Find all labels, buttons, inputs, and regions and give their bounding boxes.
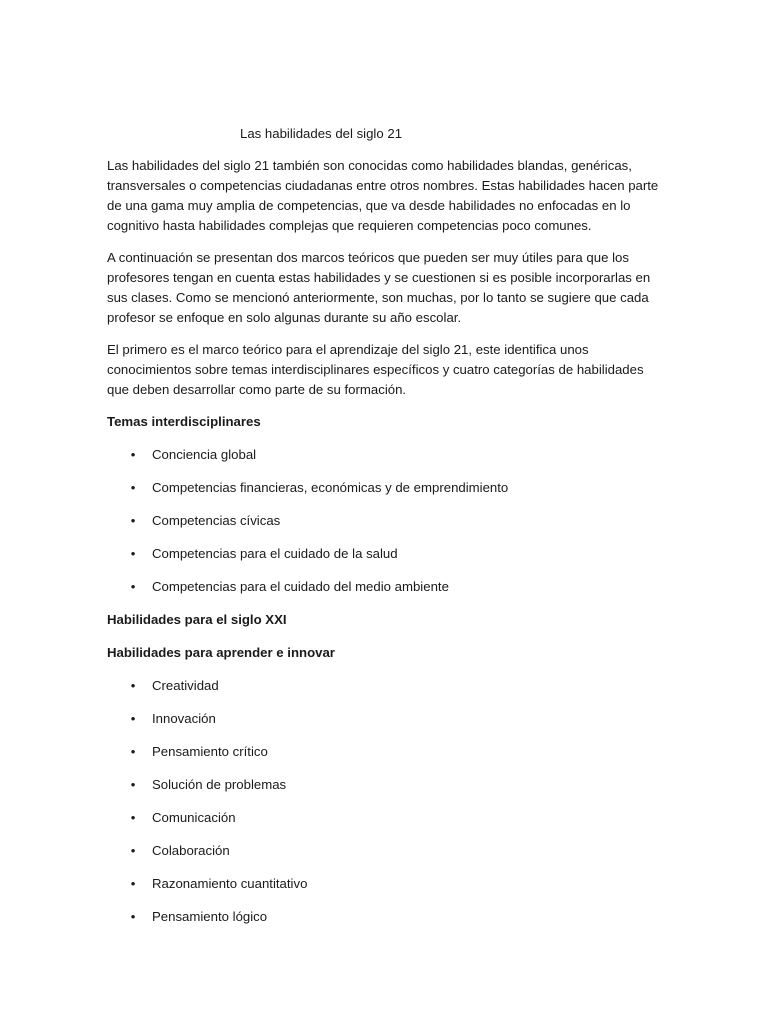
list-item-text: Solución de problemas: [152, 777, 287, 792]
heading-aprender-innovar: Habilidades para aprender e innovar: [107, 645, 335, 660]
document-body: [107, 124, 667, 940]
bullet-icon: •: [130, 744, 136, 759]
bullet-icon: •: [130, 546, 136, 561]
list-item: [107, 841, 667, 861]
list-item: [107, 445, 667, 465]
paragraph-frameworks: A continuación se presentan dos marcos teóricos que pueden ser muy útiles para que los profesores tengan en cuenta estas habilidades y se cuestionen si es posible incorporarlas en sus clases. Como se mencionó anteriormente, son muchas, por lo tanto se sugiere que cada profesor se enfoque en solo algunas durante su año escolar.: [107, 250, 651, 325]
document-title: Las habilidades del siglo 21: [240, 126, 403, 141]
bullet-icon: •: [130, 513, 136, 528]
heading-habilidades-siglo-xxi: Habilidades para el siglo XXI: [107, 612, 287, 627]
bullet-icon: •: [130, 843, 136, 858]
list-item-text: Competencias cívicas: [152, 513, 281, 528]
list-item-text: Comunicación: [152, 810, 236, 825]
list-item: [107, 676, 667, 696]
list-item-text: Pensamiento lógico: [152, 909, 268, 924]
list-item-text: Razonamiento cuantitativo: [152, 876, 308, 891]
bullet-icon: •: [130, 711, 136, 726]
list-item-text: Competencias financieras, económicas y de emprendimiento: [152, 480, 509, 495]
paragraph-first-framework: El primero es el marco teórico para el aprendizaje del siglo 21, este identifica unos conocimientos sobre temas interdisciplinares específicos y cuatro categorías de habilidades que deben desarrollar como parte de su formación.: [107, 342, 644, 397]
list-item-text: Innovación: [152, 711, 216, 726]
bullet-icon: •: [130, 678, 136, 693]
bullet-icon: •: [130, 909, 136, 924]
list-item: [107, 907, 667, 927]
list-aprender-innovar: [107, 676, 667, 927]
list-item-text: Colaboración: [152, 843, 230, 858]
list-item-text: Conciencia global: [152, 447, 257, 462]
list-temas-interdisciplinares: [107, 445, 667, 597]
heading-temas-interdisciplinares: Temas interdisciplinares: [107, 414, 261, 429]
list-item-text: Creatividad: [152, 678, 219, 693]
list-item: [107, 742, 667, 762]
list-item-text: Pensamiento crítico: [152, 744, 268, 759]
list-item: [107, 577, 667, 597]
bullet-icon: •: [130, 579, 136, 594]
list-item: [107, 544, 667, 564]
list-item: [107, 511, 667, 531]
bullet-icon: •: [130, 447, 136, 462]
bullet-icon: •: [130, 876, 136, 891]
list-item: [107, 874, 667, 894]
list-item: [107, 709, 667, 729]
list-item: [107, 478, 667, 498]
bullet-icon: •: [130, 810, 136, 825]
bullet-icon: •: [130, 480, 136, 495]
list-item-text: Competencias para el cuidado del medio ambiente: [152, 579, 449, 594]
list-item: [107, 808, 667, 828]
bullet-icon: •: [130, 777, 136, 792]
list-item-text: Competencias para el cuidado de la salud: [152, 546, 398, 561]
paragraph-intro: Las habilidades del siglo 21 también son conocidas como habilidades blandas, genéricas, transversales o competencias ciudadanas entre otros nombres. Estas habilidades hacen parte de una gama muy amplia de competencias, que va desde habilidades no enfocadas en lo cognitivo hasta habilidades complejas que requieren competencias poco comunes.: [107, 158, 659, 233]
list-item: [107, 775, 667, 795]
